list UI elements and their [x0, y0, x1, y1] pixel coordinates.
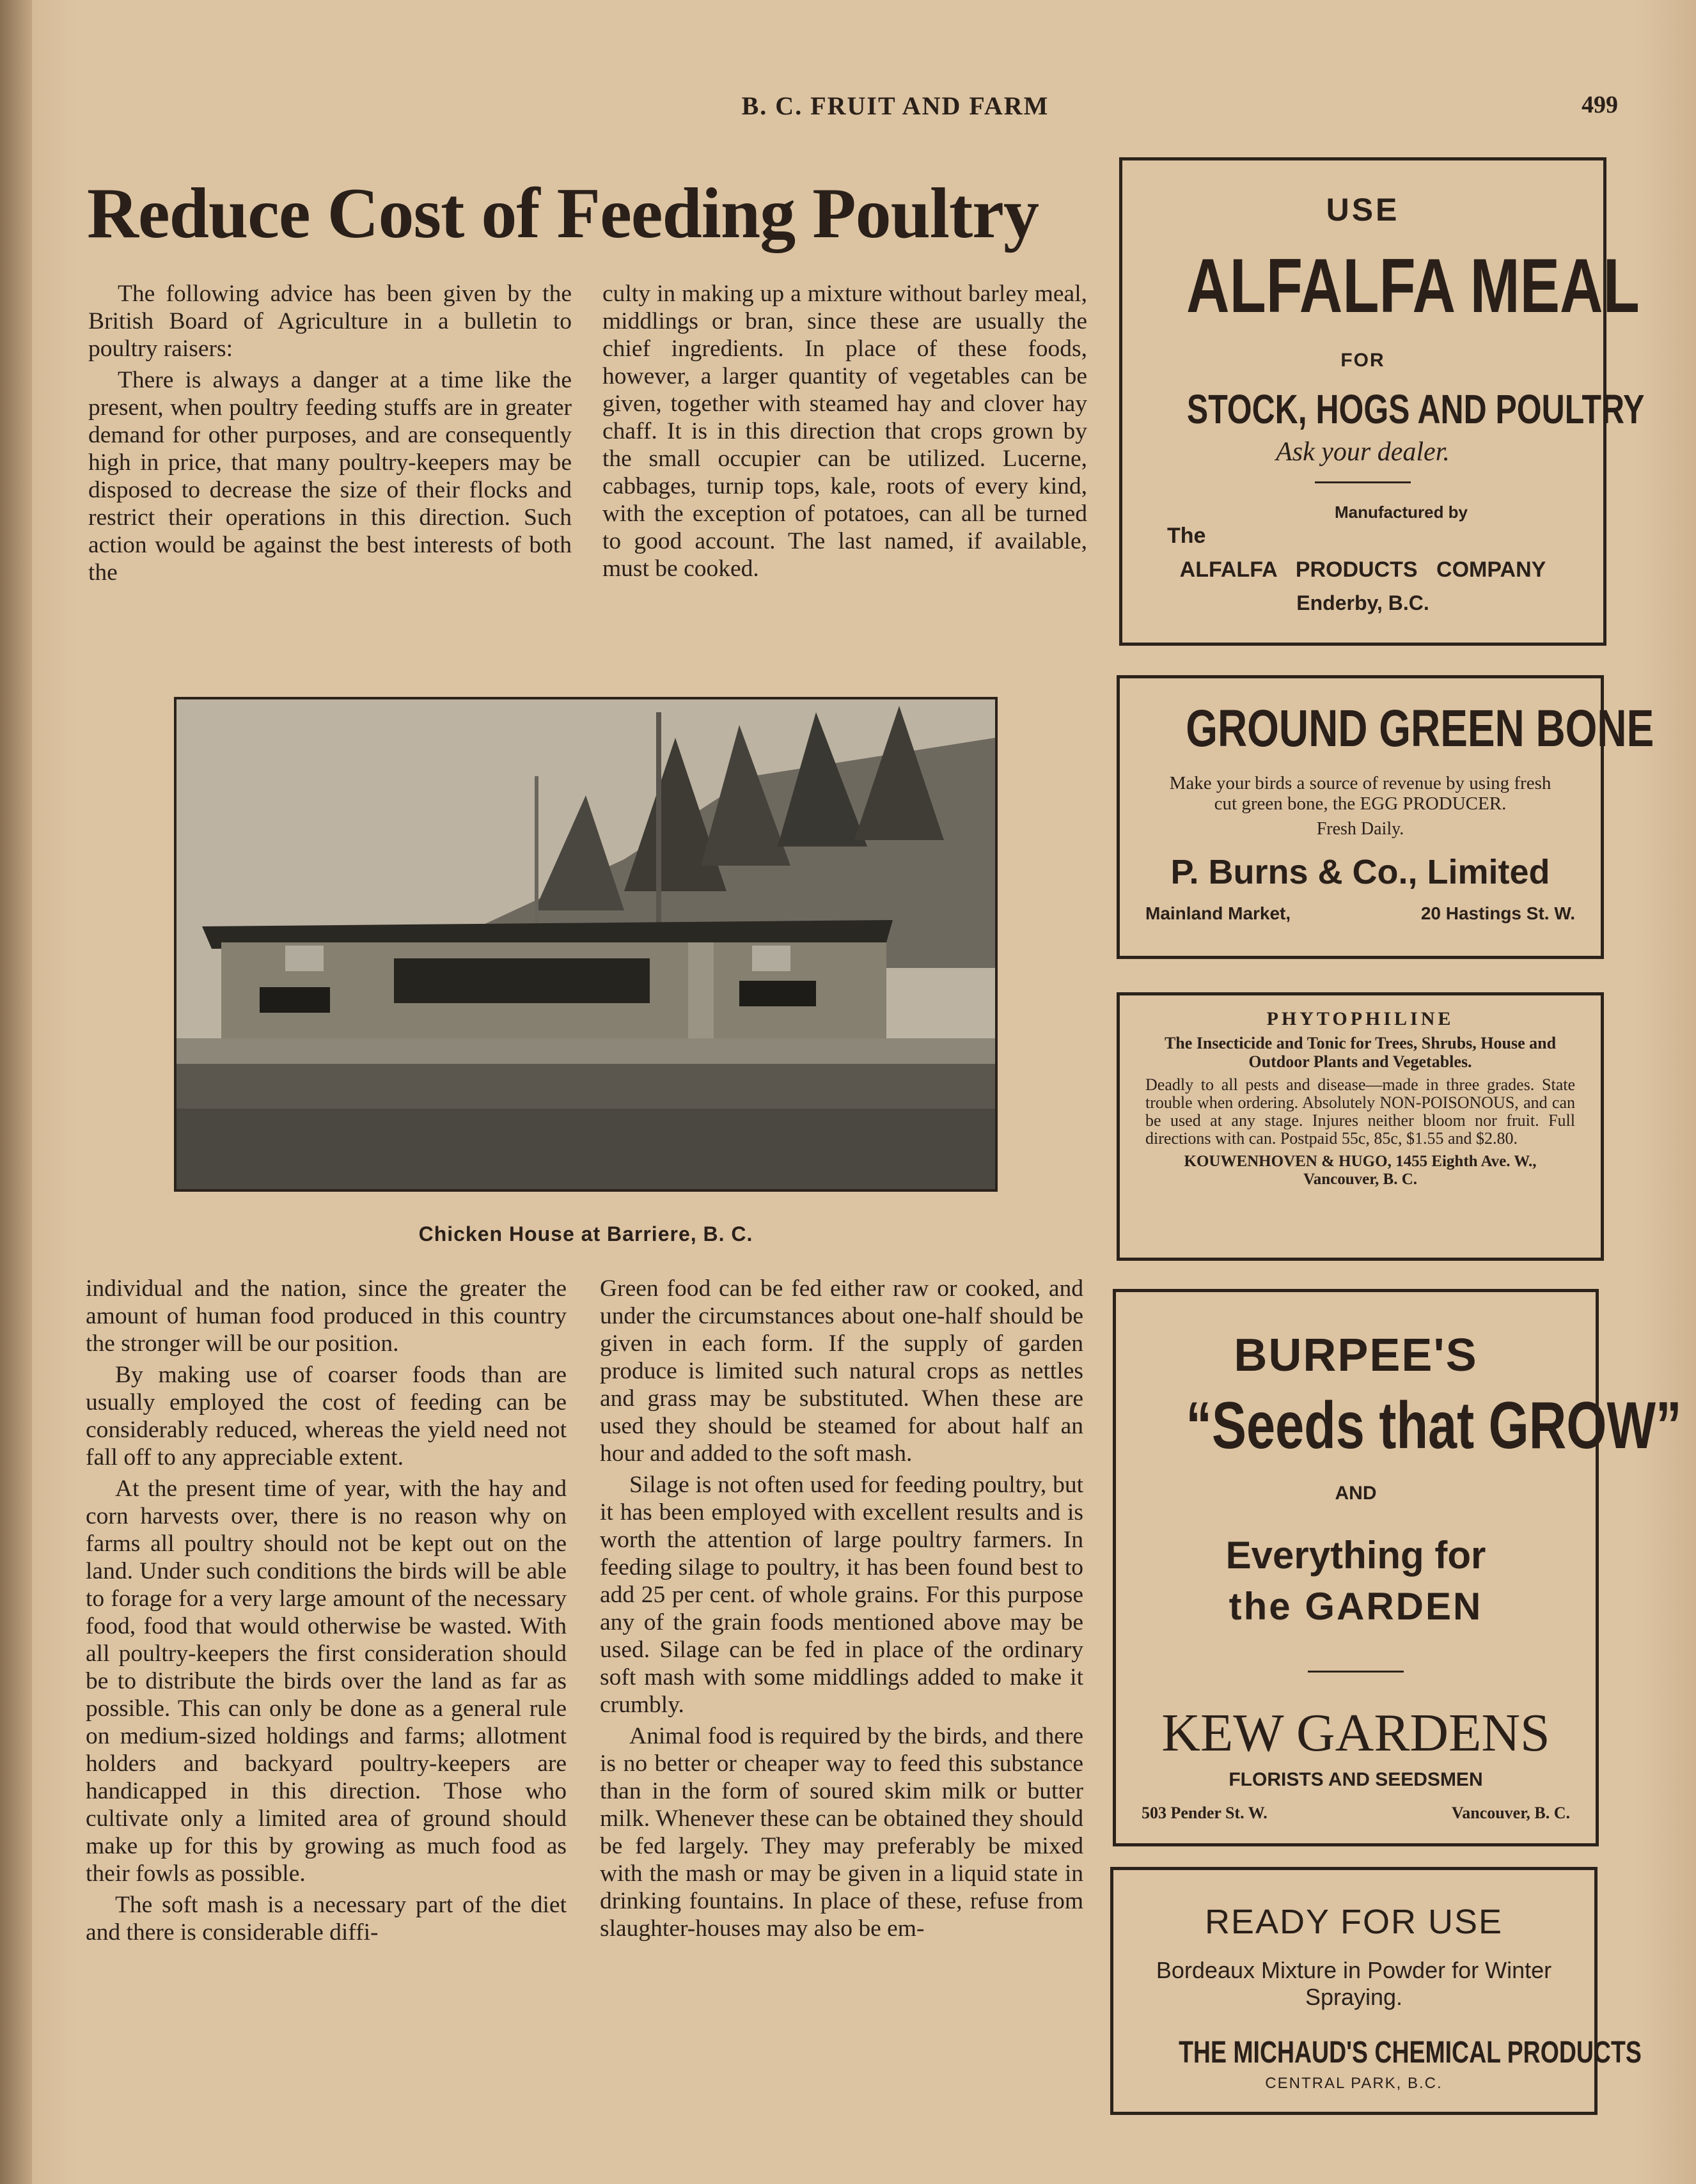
ad-ground-green-bone [1117, 675, 1654, 959]
ad-manufactured-by: Manufactured by [1334, 503, 1468, 522]
ad-product-name: PHYTOPHILINE [1266, 1008, 1454, 1029]
divider [1308, 1671, 1404, 1673]
paragraph: There is always a danger at a time like the present, when poultry feeding stuffs are in greater demand for other purposes, and are consequently high in price, that many poultry-keepers may be disposed to decrease the size of their flocks and restrict their operations in this direction. Such action would be against the best interests of both the [88, 367, 572, 586]
divider [1315, 481, 1411, 483]
ad-headline: ALFALFA MEAL [1186, 243, 1640, 329]
ad-line-2: the GARDEN [1229, 1585, 1483, 1628]
ad-company: ALFALFA PRODUCTS COMPANY [1179, 558, 1546, 582]
paragraph: Silage is not often used for feeding poultry, but it has been employed with excellent results and is worth the attention of large poultry farmers. In feeding silage to poultry, it has been found best to add 25 per cent. of whole grains. For this purpose any of the grain foods mentioned above may be used. Silage can be fed in place of the ordinary soft mash with some middlings added to make it crumbly. [600, 1472, 1083, 1718]
ad-subtitle: FLORISTS AND SEEDSMEN [1229, 1769, 1483, 1790]
ad-company: KEW GARDENS [1161, 1703, 1550, 1763]
page-number: 499 [1582, 91, 1618, 118]
ad-slogan: “Seeds that GROW” [1186, 1389, 1682, 1463]
ad-phytophiline [1117, 992, 1604, 1261]
paragraph: Animal food is required by the birds, and there is no better or cheaper way to feed this substance than in the form of soured skim milk or butter milk. Whenever these can be obtained they should be fed largely. They may preferably be mixed with the mash or may be given in a liquid state in drinking fountains. In place of these, refuse from slaughter-houses may also be em- [600, 1723, 1083, 1942]
ad-burpees-seeds [1113, 1289, 1682, 1846]
ad-dealer-text: Ask your dealer. [1276, 437, 1450, 467]
ad-body: Deadly to all pests and disease—made in three grades. State trouble when ordering. Absolutely NON-POISONOUS, and can be used at any stage. Injures neither bloom nor fruit. Full directions with can. Postpaid 55c, 85c, $1.55 and $2.80. [1145, 1075, 1575, 1148]
ad-line-1: Everything for [1225, 1534, 1486, 1577]
binding-gutter [0, 0, 32, 2184]
paragraph: The following advice has been given by the British Board of Agriculture in a bulletin to poultry raisers: [88, 281, 572, 362]
running-head: B. C. FRUIT AND FARM [741, 91, 1049, 120]
paragraph: By making use of coarser foods than are usually employed the cost of feeding can be considerably reduced, whereas the yield need not fall off to any appreciable extent. [86, 1362, 567, 1470]
ad-tagline: The Insecticide and Tonic for Trees, Shrubs, House and Outdoor Plants and Vegetables. [1164, 1034, 1557, 1071]
ad-address-left: Mainland Market, [1145, 903, 1291, 923]
paragraph: Green food can be fed either raw or cooked, and under the circumstances about one-half should be given in each form. If the supply of garden produce is limited such natural crops as nettles and grass may be substituted. When these are used they should be steamed for about half an hour and added to the soft mash. [600, 1275, 1083, 1467]
ad-company: THE MICHAUD'S CHEMICAL PRODUCTS [1179, 2036, 1642, 2070]
ad-headline: GROUND GREEN BONE [1186, 699, 1654, 758]
ad-use-label: USE [1326, 192, 1400, 228]
ad-location: CENTRAL PARK, B.C. [1265, 2075, 1443, 2092]
ad-alfalfa-meal [1119, 157, 1645, 646]
paragraph: culty in making up a mixture without barley meal, middlings or bran, since these are usually the chief ingredients. In place of these foods, however, a larger quantity of vegetables can be given, together with steamed hay and clover hay chaff. It is in this direction that crops grown by the small occupier can be utilized. Lucerne, cabbages, turnip tops, kale, roots of every kind, with the exception of potatoes, can all be turned to good account. The last named, if available, must be cooked. [602, 281, 1087, 582]
ad-address-right: 20 Hastings St. W. [1420, 903, 1575, 923]
ad-and-label: AND [1335, 1483, 1377, 1504]
ad-for-label: FOR [1340, 350, 1385, 371]
ad-address-right: Vancouver, B. C. [1451, 1804, 1570, 1822]
paragraph: At the present time of year, with the hay and corn harvests over, there is no reason why on farms all poultry should not be kept out on the land. Under such conditions the birds will be able to forage for a very large amount of the necessary food, food that would otherwise be wasted. With all poultry-keepers the first consideration should be to distribute the birds over the land as far as possible. This can only be done as a general rule on medium-sized holdings and farms; allotment holders and backyard poultry-keepers are handicapped in this direction. Those who cultivate only a limited area of ground should make up for this by growing as much food as their fowls as possible. [86, 1476, 567, 1887]
paragraph: The soft mash is a necessary part of the diet and there is considerable diffi- [86, 1892, 567, 1946]
article-column-4 [600, 1275, 1083, 1942]
ad-headline: READY FOR USE [1204, 1903, 1504, 1941]
ad-body: Make your birds a source of revenue by using fresh cut green bone, the EGG PRODUCER. [1169, 773, 1551, 814]
ad-body: Bordeaux Mixture in Powder for Winter Spraying. [1156, 1957, 1552, 2010]
ad-brand-name: BURPEE'S [1234, 1330, 1478, 1381]
ad-location: Enderby, B.C. [1296, 591, 1429, 614]
ad-the-label: The [1167, 524, 1206, 548]
ad-company: P. Burns & Co., Limited [1170, 853, 1550, 891]
chicken-house-photo [174, 697, 998, 1192]
article-title: Reduce Cost of Feeding Poultry [87, 174, 1039, 253]
chicken-house-illustration [177, 699, 995, 1189]
ad-address-left: 503 Pender St. W. [1142, 1804, 1268, 1822]
article-column-2 [602, 280, 1087, 582]
article-column-1 [88, 280, 572, 586]
ad-address: KOUWENHOVEN & HUGO, 1455 Eighth Ave. W., Vancouver, B. C. [1184, 1153, 1537, 1188]
ad-subject: STOCK, HOGS AND POULTRY [1186, 386, 1645, 432]
ad-michauds-chemical [1110, 1867, 1642, 2115]
photo-caption: Chicken House at Barriere, B. C. [418, 1222, 753, 1245]
paragraph: individual and the nation, since the greater the amount of human food produced in this country the stronger will be our position. [86, 1275, 567, 1357]
article-column-3 [86, 1275, 567, 1946]
ad-fresh-daily: Fresh Daily. [1316, 819, 1404, 839]
